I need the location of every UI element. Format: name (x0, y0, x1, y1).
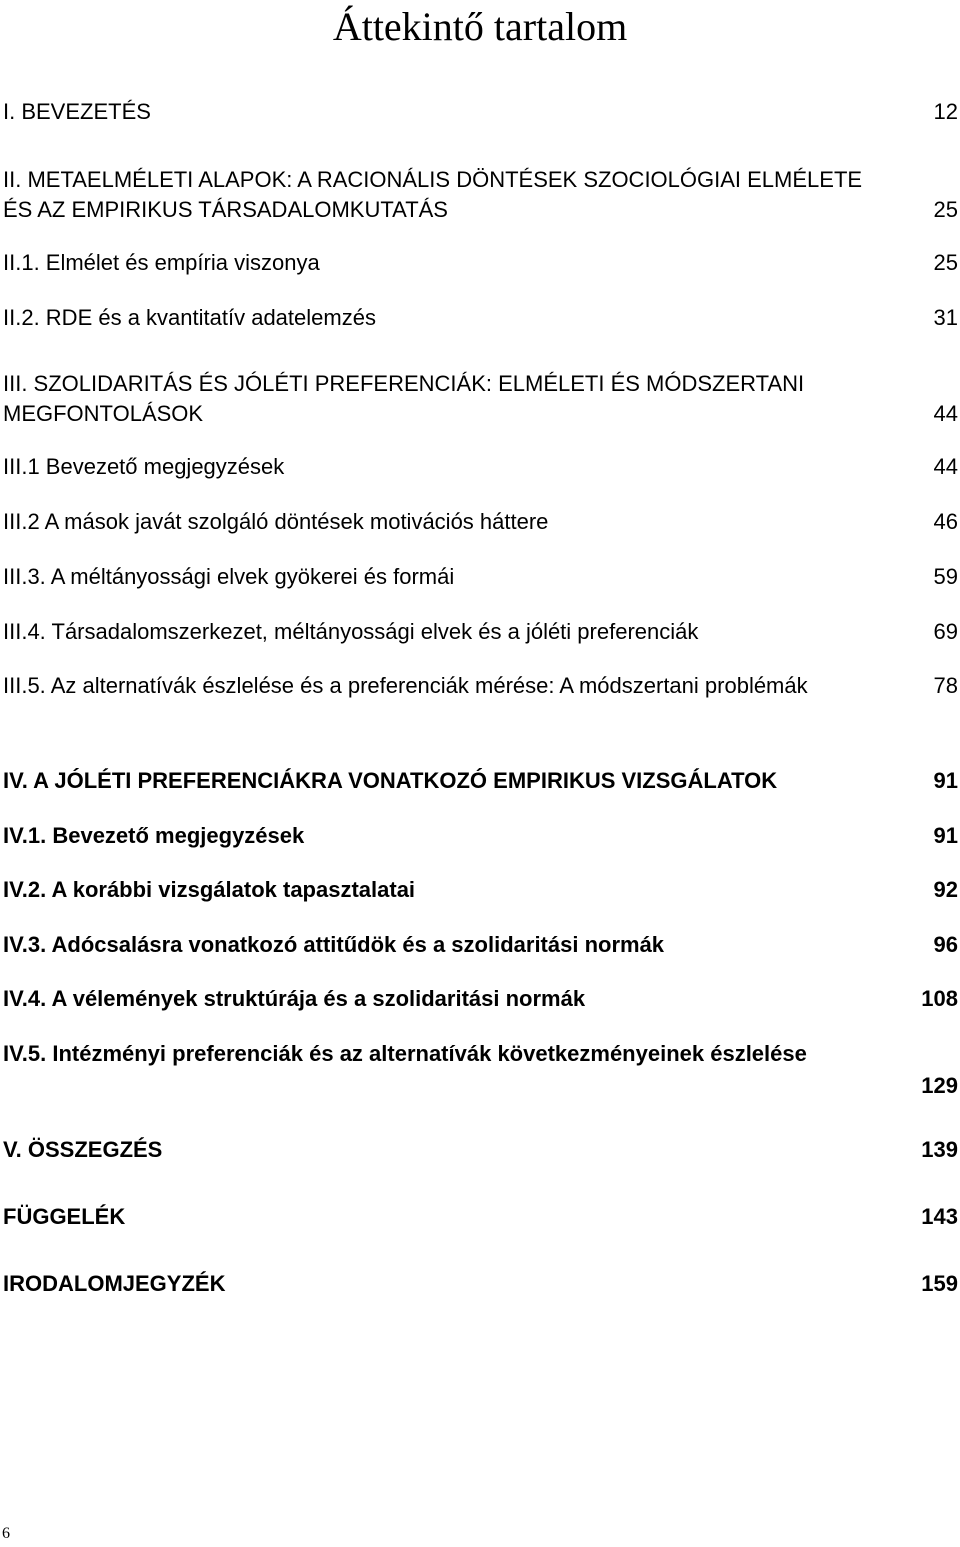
toc-entry-page: 31 (933, 305, 958, 330)
toc-entry-label: IV.2. A korábbi vizsgálatok tapasztalatai (3, 877, 416, 902)
toc-entry (3, 1039, 958, 1101)
toc-entry-label: IV.1. Bevezető megjegyzések (3, 823, 305, 848)
toc-entry (3, 617, 958, 647)
toc-entry-page: 92 (933, 877, 958, 902)
toc-entry-page: 91 (933, 768, 958, 793)
toc-entry-label: III. SZOLIDARITÁS ÉS JÓLÉTI PREFERENCIÁK: ELMÉLETI ÉS MÓDSZERTANI MEGFONTOLÁSOK (3, 371, 805, 426)
toc-entry (3, 303, 958, 333)
toc-entry-page: 91 (933, 823, 958, 848)
toc-entry-label: III.3. A méltányossági elvek gyökerei és formái (3, 564, 455, 589)
toc-entry-label: II. METAELMÉLETI ALAPOK: A RACIONÁLIS DÖNTÉSEK SZOCIOLÓGIAI ELMÉLETE ÉS AZ EMPIRIKUS TÁRSADALOMKUTATÁS (3, 167, 863, 222)
toc-entry-page: 159 (921, 1271, 958, 1296)
toc-entry (3, 930, 958, 960)
toc-entry (3, 507, 958, 537)
toc-entry-label: IV.4. A vélemények struktúrája és a szolidaritási normák (3, 986, 586, 1011)
toc-entry (3, 1135, 958, 1165)
toc-entry-label: IRODALOMJEGYZÉK (3, 1271, 226, 1296)
toc-entry-label: I. BEVEZETÉS (3, 99, 151, 124)
toc-entry (3, 1269, 958, 1299)
toc-entry-page: 59 (933, 564, 958, 589)
toc-entry-page: 12 (933, 99, 958, 124)
toc-entry (3, 1202, 958, 1232)
toc-entry-page: 78 (933, 673, 958, 698)
page-number: 6 (2, 1525, 10, 1542)
toc-entry-label: III.4. Társadalomszerkezet, méltányossági elvek és a jóléti preferenciák (3, 619, 699, 644)
toc-entry-page: 44 (933, 454, 958, 479)
toc-entry (3, 165, 958, 225)
toc-entry-label: IV.3. Adócsalásra vonatkozó attitűdök és a szolidaritási normák (3, 932, 665, 957)
toc-entry-label: FÜGGELÉK (3, 1204, 126, 1229)
toc-entry-page: 25 (933, 250, 958, 275)
toc-entry (3, 671, 958, 701)
toc-entry (3, 984, 958, 1014)
toc-entry-label: II.1. Elmélet és empíria viszonya (3, 250, 320, 275)
toc-entry-page: 69 (933, 619, 958, 644)
toc-entry-page: 108 (921, 986, 958, 1011)
toc-entry (3, 562, 958, 592)
toc-entry-label: IV.5. Intézményi preferenciák és az alternatívák következményeinek észlelése (3, 1041, 807, 1066)
toc-entry-page: 139 (921, 1137, 958, 1162)
toc-entry (3, 452, 958, 482)
page-title: Áttekintő tartalom (332, 4, 628, 49)
toc-entry-label: II.2. RDE és a kvantitatív adatelemzés (3, 305, 376, 330)
toc-entry-page: 96 (933, 932, 958, 957)
toc-entry (3, 97, 958, 127)
toc-entry-page: 25 (933, 197, 958, 222)
toc-entry (3, 766, 958, 796)
toc-entry (3, 369, 958, 429)
toc-entry (3, 821, 958, 851)
toc-entry-label: IV. A JÓLÉTI PREFERENCIÁKRA VONATKOZÓ EMPIRIKUS VIZSGÁLATOK (3, 768, 778, 793)
toc-entry-page: 143 (921, 1204, 958, 1229)
toc-entry (3, 875, 958, 905)
toc-entry-label: III.5. Az alternatívák észlelése és a preferenciák mérése: A módszertani problémák (3, 673, 808, 698)
toc-entry-page: 46 (933, 509, 958, 534)
toc-entry-label: III.1 Bevezető megjegyzések (3, 454, 285, 479)
toc-entry (3, 248, 958, 278)
toc-entry-label: V. ÖSSZEGZÉS (3, 1137, 163, 1162)
toc-entry-label: III.2 A mások javát szolgáló döntések motivációs háttere (3, 509, 549, 534)
toc-entry-page: 44 (933, 401, 958, 426)
toc-entry-page: 129 (921, 1073, 958, 1098)
